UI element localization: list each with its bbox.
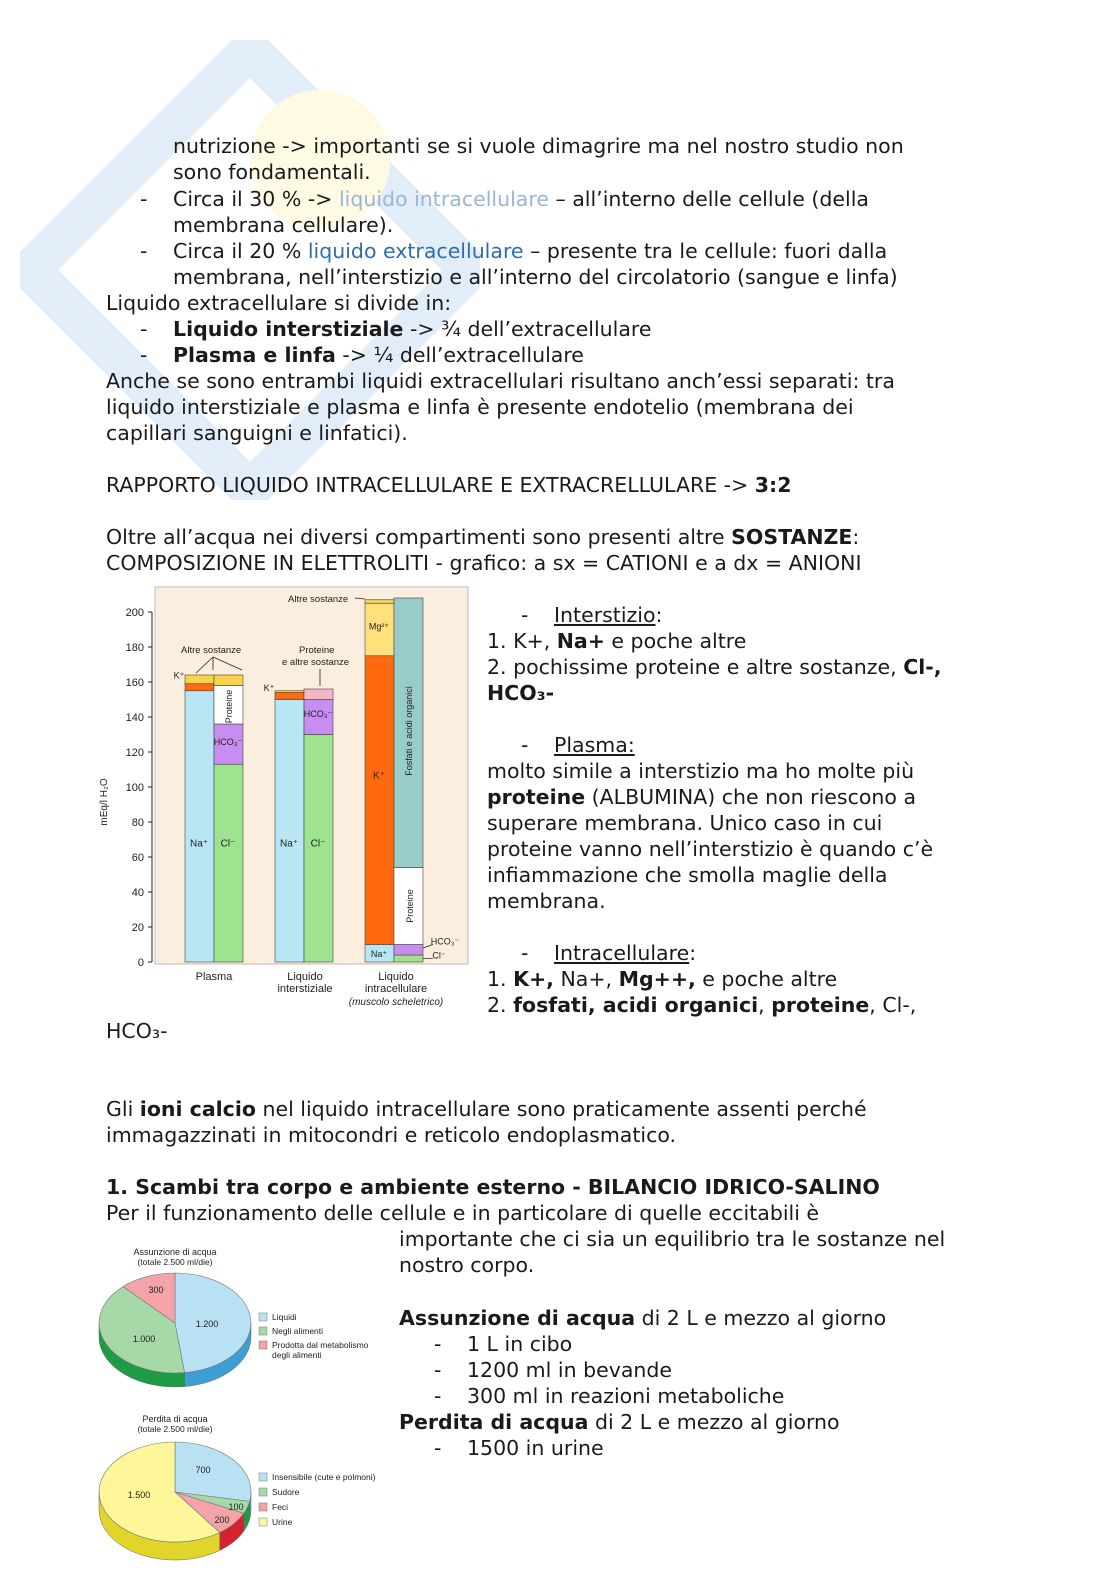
bar-segment-cl: [394, 955, 423, 962]
section-line-1: Per il funzionamento delle cellule e in particolare di quelle eccitabili è: [106, 1201, 820, 1225]
category-label-liquido-1: Liquido: [287, 971, 323, 983]
plasma-title: Plasma:: [554, 733, 635, 757]
bar-segment-altresostanze: [214, 675, 243, 686]
y-tick-label: 60: [131, 852, 144, 864]
bullet-dash: -: [140, 187, 148, 211]
bar-label: Proteine: [405, 889, 415, 923]
interstizio-title: Interstizio:: [554, 603, 663, 627]
extracellular-link[interactable]: liquido extracellulare: [307, 239, 524, 263]
bullet-dash: -: [140, 343, 148, 367]
y-tick-label: 140: [125, 712, 144, 724]
bullet-dash: -: [521, 941, 529, 965]
extracellular-bullet: Circa il 20 % liquido extracellulare – presente tra le cellule: fuori dalla: [173, 239, 888, 263]
extracellular-bullet-line-2: membrana, nell’interstizio e all’interno del circolatorio (sangue e linfa): [173, 265, 898, 289]
y-tick-label: 40: [131, 887, 144, 899]
intro-line-1: nutrizione -> importanti se si vuole dimagrire ma nel nostro studio non: [173, 134, 904, 158]
legend-label: Urine: [272, 1517, 293, 1527]
loss-item: 1500 in urine: [467, 1436, 604, 1460]
bar-label: Cl⁻: [220, 838, 236, 850]
legend-label: Prodotta dal metabolismo: [272, 1340, 369, 1350]
category-label-interstiziale: interstiziale: [277, 983, 333, 995]
interstitial-item: Liquido interstiziale -> ¾ dell’extracellulare: [173, 317, 652, 341]
bullet-dash: -: [140, 317, 148, 341]
y-tick-label: 20: [131, 922, 144, 934]
y-tick-label: 0: [137, 957, 144, 969]
separation-line-1: Anche se sono entrambi liquidi extracellulari risultano anch’essi separati: tra: [106, 369, 895, 393]
plasma-line-4: proteine vanno nell’interstizio è quando c’è: [487, 837, 934, 861]
annotation-altre-sostanze-2: e altre sostanze: [282, 657, 350, 668]
intra-item-2: 2. fosfati, acidi organici, proteine, Cl-,: [487, 993, 917, 1017]
extra-heading: Liquido extracellulare si divide in:: [106, 291, 452, 315]
pie-slice: [175, 1442, 251, 1501]
legend-label: Insensibile (cute e polmoni): [272, 1472, 376, 1482]
bullet-dash: -: [434, 1384, 442, 1408]
intake-item: 1 L in cibo: [467, 1332, 573, 1356]
bar-label: Mg²⁺: [368, 621, 390, 632]
pie-value-label: 1.500: [127, 1490, 151, 1500]
loss-pie-chart: [95, 1410, 390, 1575]
bar-label: HCO₃⁻: [430, 936, 460, 947]
plasma-line-1: molto simile a interstizio ma ho molte più: [487, 759, 915, 783]
bar-label: K⁺: [373, 770, 385, 782]
substances-line-1: Oltre all’acqua nei diversi compartimenti sono presenti altre SOSTANZE:: [106, 525, 860, 549]
plasma-line-2: proteine (ALBUMINA) che non riescono a: [487, 785, 917, 809]
bar-label: HCO₃⁻: [303, 709, 333, 719]
category-label-intracellulare: intracellulare: [364, 983, 428, 995]
plasma-item: Plasma e linfa -> ¼ dell’extracellulare: [173, 343, 584, 367]
bar-segment-k: [275, 693, 304, 700]
bullet-dash: -: [434, 1358, 442, 1382]
interstizio-item-2-line-2: HCO₃-: [487, 681, 555, 705]
category-label-plasma: Plasma: [195, 971, 233, 983]
bar-segment-k: [365, 656, 394, 945]
legend-swatch: [259, 1503, 267, 1511]
y-tick-label: 200: [125, 607, 144, 619]
bar-segment-altresostanze: [365, 600, 394, 604]
legend-swatch: [259, 1341, 267, 1349]
pie-value-label: 300: [148, 1285, 164, 1295]
bar-segment-proteine: [304, 689, 333, 700]
plasma-line-6: membrana.: [487, 889, 606, 913]
pie-subtitle: (totale 2.500 ml/die): [137, 1424, 213, 1434]
annotation-altre-intra: Altre sostanze: [288, 594, 349, 605]
plasma-line-5: infiammazione che smolla maglie della: [487, 863, 888, 887]
section-line-2: importante che ci sia un equilibrio tra le sostanze nel: [399, 1227, 946, 1251]
pie-title: Assunzione di acqua: [133, 1247, 217, 1257]
bar-segment-na: [185, 691, 214, 962]
calcium-line-2: immagazzinati in mitocondri e reticolo endoplasmatico.: [106, 1123, 677, 1147]
legend-swatch: [259, 1488, 267, 1496]
bar-label: Na⁺: [189, 838, 209, 850]
legend-label: Sudore: [272, 1487, 300, 1497]
bar-segment-na: [275, 700, 304, 963]
annotation-proteine: Proteine: [299, 645, 335, 656]
bar-label: K⁺: [173, 670, 185, 681]
pie-title: Perdita di acqua: [142, 1414, 208, 1424]
y-tick-label: 120: [125, 747, 144, 759]
plasma-line-3: superare membrana. Unico caso in cui: [487, 811, 883, 835]
intake-item: 1200 ml in bevande: [467, 1358, 673, 1382]
bullet-dash: -: [521, 733, 529, 757]
section-line-3: nostro corpo.: [399, 1253, 535, 1277]
bullet-dash: -: [434, 1436, 442, 1460]
bullet-dash: -: [434, 1332, 442, 1356]
bar-segment-altresostanze: [185, 675, 214, 684]
bar-label: Cl⁻: [310, 838, 326, 850]
intake-item: 300 ml in reazioni metaboliche: [467, 1384, 785, 1408]
calcium-line-1: Gli ioni calcio nel liquido intracellulare sono praticamente assenti perché: [106, 1097, 867, 1121]
legend-label: Liquidi: [272, 1312, 297, 1322]
section-heading: 1. Scambi tra corpo e ambiente esterno - BILANCIO IDRICO-SALINO: [106, 1175, 880, 1199]
interstizio-item-1: 1. K+, Na+ e poche altre: [487, 629, 747, 653]
intro-line-2: sono fondamentali.: [173, 160, 371, 184]
legend-label: Feci: [272, 1502, 289, 1512]
pie-subtitle: (totale 2.500 ml/die): [137, 1257, 213, 1267]
legend-label: Negli alimenti: [272, 1326, 324, 1336]
electrolyte-chart: [95, 582, 480, 1012]
y-tick-label: 180: [125, 642, 144, 654]
intake-pie-chart: [95, 1243, 390, 1398]
bullet-dash: -: [140, 239, 148, 263]
legend-swatch: [259, 1313, 267, 1321]
bar-segment-altresostanze: [275, 691, 304, 693]
substances-line-2: COMPOSIZIONE IN ELETTROLITI - grafico: a sx = CATIONI e a dx = ANIONI: [106, 551, 862, 575]
pie-value-label: 1.200: [195, 1319, 219, 1329]
pie-value-label: 1.000: [132, 1334, 156, 1344]
pie-value-label: 700: [195, 1465, 211, 1475]
pie-value-label: 200: [214, 1515, 230, 1525]
chart-ylabel: mEq/l H₂O: [99, 778, 110, 826]
bar-segment-cl: [214, 764, 243, 962]
category-label-liquido-2: Liquido: [378, 971, 414, 983]
bullet-dash: -: [521, 603, 529, 627]
intra-item-1: 1. K+, Na+, Mg++, e poche altre: [487, 967, 838, 991]
y-tick-label: 160: [125, 677, 144, 689]
legend-label: degli alimenti: [272, 1350, 322, 1360]
bar-label: Na⁺: [279, 838, 299, 850]
pie-value-label: 100: [228, 1502, 244, 1512]
y-tick-label: 80: [131, 817, 144, 829]
separation-line-2: liquido interstiziale e plasma e linfa è presente endotelio (membrana dei: [106, 395, 854, 419]
bar-segment-hco: [394, 945, 423, 956]
y-tick-label: 100: [125, 782, 144, 794]
intracellular-link[interactable]: liquido intracellulare: [338, 187, 549, 211]
annotation-altre-plasma: Altre sostanze: [181, 645, 242, 656]
ratio-line: RAPPORTO LIQUIDO INTRACELLULARE E EXTRACRELLULARE -> 3:2: [106, 473, 792, 497]
interstizio-item-2: 2. pochissime proteine e altre sostanze, Cl-,: [487, 655, 942, 679]
category-label-muscolo: (muscolo scheletrico): [348, 997, 444, 1008]
intracellular-bullet-line-2: membrana cellulare).: [173, 213, 394, 237]
bar-label: HCO₃⁻: [213, 737, 243, 747]
separation-line-3: capillari sanguigni e linfatici).: [106, 421, 408, 445]
intracellular-bullet: Circa il 30 % -> liquido intracellulare – all’interno delle cellule (della: [173, 187, 869, 211]
bar-label: Na⁺: [370, 948, 388, 959]
legend-swatch: [259, 1518, 267, 1526]
bar-label: K⁺: [263, 682, 275, 693]
bar-label: Proteine: [224, 689, 234, 724]
legend-swatch: [259, 1327, 267, 1335]
intake-heading: Assunzione di acqua di 2 L e mezzo al giorno: [399, 1306, 887, 1330]
bar-segment-k: [185, 684, 214, 691]
loss-heading: Perdita di acqua di 2 L e mezzo al giorno: [399, 1410, 840, 1434]
bar-label: Cl⁻: [432, 950, 446, 961]
bar-label: Fosfati e acidi organici: [404, 686, 414, 776]
legend-swatch: [259, 1473, 267, 1481]
intra-title: Intracellulare:: [554, 941, 697, 965]
intra-item-2-line-2: HCO₃-: [106, 1019, 168, 1043]
